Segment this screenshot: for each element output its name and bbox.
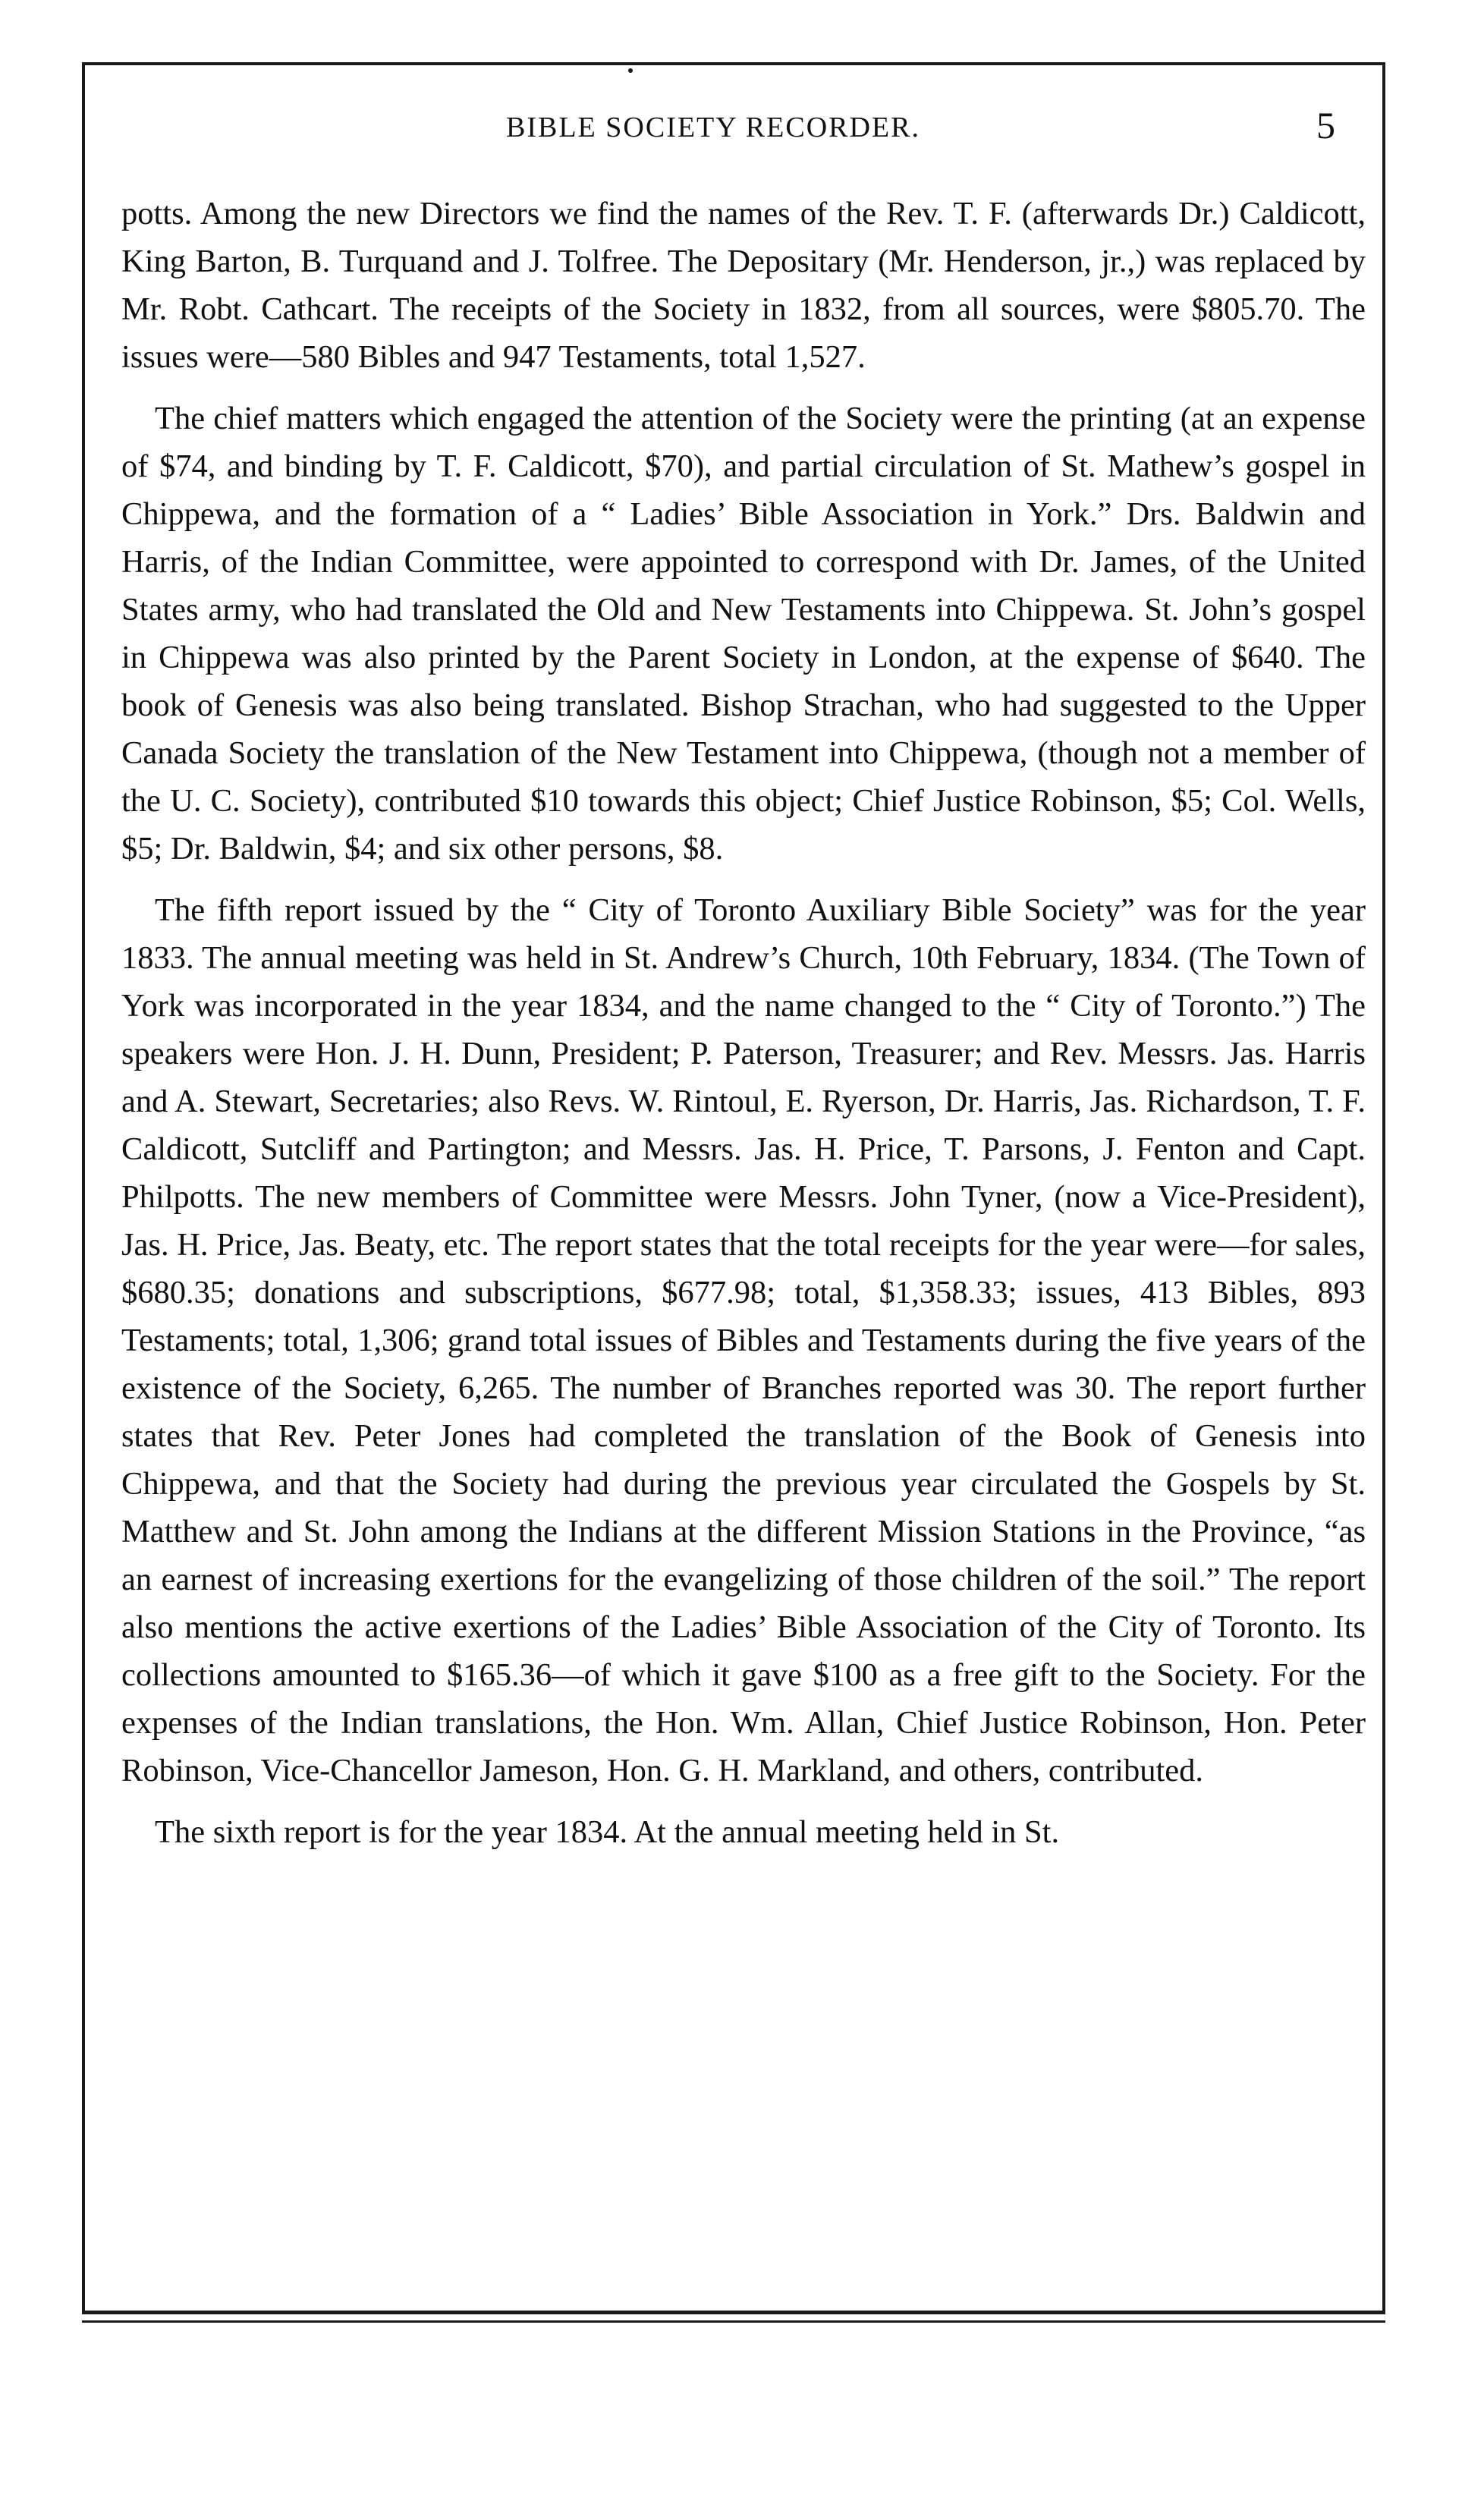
printer-mark [628,68,633,73]
paragraph: The sixth report is for the year 1834. At the annual meeting held in St. [155,1814,1060,1850]
paragraph: The chief matters which engaged the attention of the Society were the printing (at an expense of $74, and binding by T. F. Caldicott, $70), and partial circulation of St. Mathew’s gospel in Chippewa, and the formation of a “ Ladies’ Bible Association in York.” Drs. Baldwin and Harris, of the Indian Committee, were appointed to correspond with Dr. James, of the United States army, who had translated the Old and New Testaments into Chippewa. St. John’s gospel in Chippewa was also printed by the Parent Society in London, at the expense of $640. The book of Genesis was also being translated. Bishop Strachan, who had suggested to the Upper Canada Society the translation of the New Testament into Chippewa, (though not a member of the U. C. Society), contributed $10 towards this object; Chief Justice Robinson, $5; Col. Wells, $5; Dr. Baldwin, $4; and six other persons, $8. [121,401,1366,867]
running-head [121,103,1350,156]
paragraph: The fifth report issued by the “ City of Toronto Auxiliary Bible Society” was for the year 1833. The annual meeting was held in St. Andrew’s Church, 10th February, 1834. (The Town of York was incorporated in the year 1834, and the name changed to the “ City of Toronto.”) The speakers were Hon. J. H. Dunn, President; P. Paterson, Treasurer; and Rev. Messrs. Jas. Harris and A. Stewart, Secretaries; also Revs. W. Rintoul, E. Ryerson, Dr. Harris, Jas. Richardson, T. F. Caldicott, Sutcliff and Partington; and Messrs. Jas. H. Price, T. Parsons, J. Fenton and Capt. Philpotts. The new members of Committee were Messrs. John Tyner, (now a Vice-President), Jas. H. Price, Jas. Beaty, etc. The report states that the total receipts for the year were—for sales, $680.35; donations and subscriptions, $677.98; total, $1,358.33; issues, 413 Bibles, 893 Testaments; total, 1,306; grand total issues of Bibles and Testaments during the five years of the existence of the Society, 6,265. The number of Branches reported was 30. The report further states that Rev. Peter Jones had completed the translation of the Book of Genesis into Chippewa, and that the Society had during the previous year circulated the Gospels by St. Matthew and St. John among the Indians at the different Mission Stations in the Province, “as an earnest of increasing exertions for the evangelizing of those children of the soil.” The report also mentions the active exertions of the Ladies’ Bible Association of the City of Toronto. Its collections amounted to $165.36—of which it gave $100 as a free gift to the Society. For the expenses of the Indian translations, the Hon. Wm. Allan, Chief Justice Robinson, Hon. Peter Robinson, Vice-Chancellor Jameson, Hon. G. H. Markland, and others, contributed. [121,892,1366,1788]
page-number: 5 [1316,104,1335,146]
running-title: BIBLE SOCIETY RECORDER. [506,112,920,143]
paragraph: potts. Among the new Directors we find the names of the Rev. T. F. (afterwards Dr.) Caldicott, King Barton, B. Turquand and J. Tolfree. The Depositary (Mr. Henderson, jr.,) was replaced by Mr. Robt. Cathcart. The receipts of the Society in 1832, from all sources, were $805.70. The issues were—580 Bibles and 947 Testaments, total 1,527. [121,196,1366,375]
body-text [121,190,1366,1870]
bottom-rule [82,2320,1385,2323]
